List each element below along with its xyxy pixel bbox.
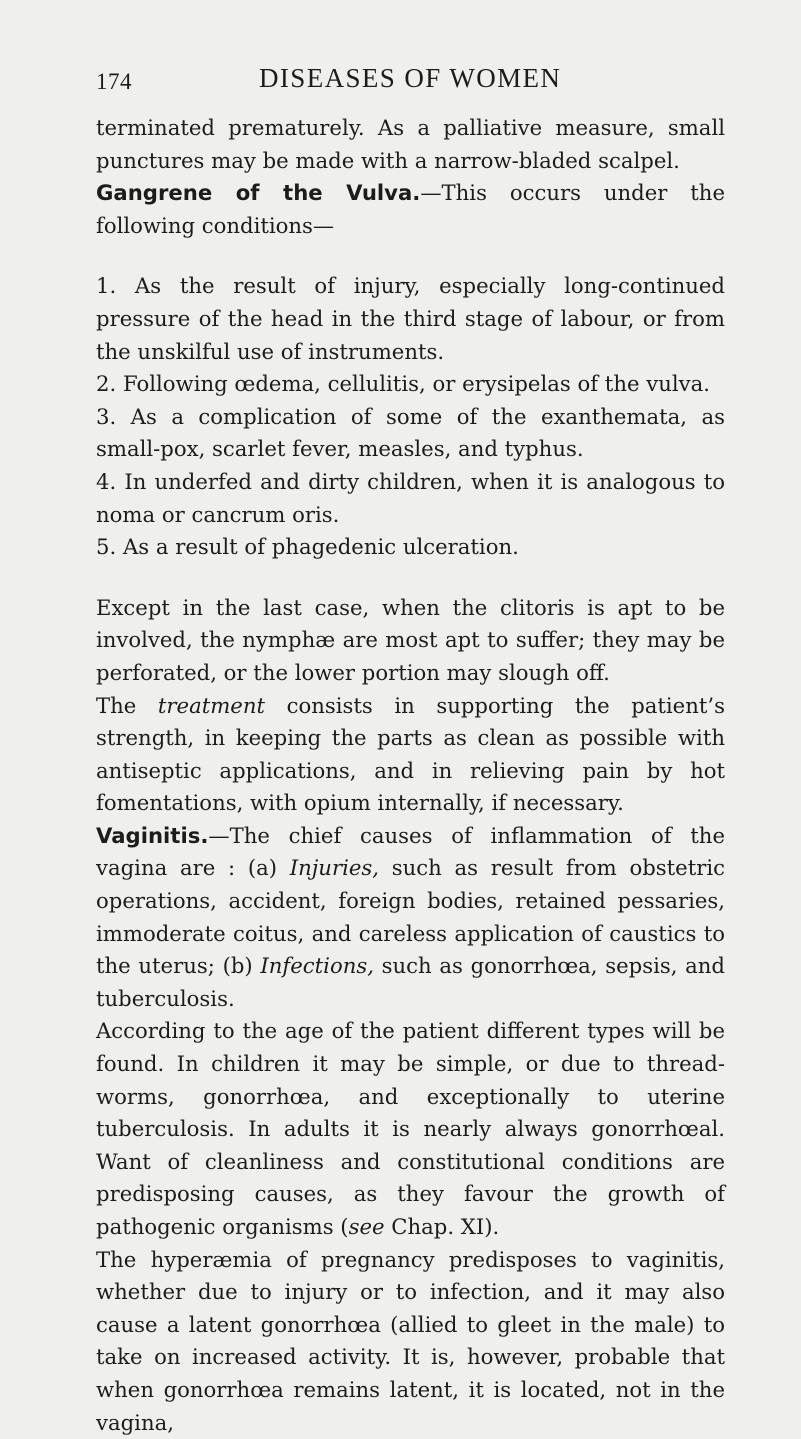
emphasis-injuries: Injuries, — [289, 855, 380, 881]
list-item: 5. As a result of phagedenic ulceration. — [96, 534, 519, 560]
paragraph-vaginitis — [96, 820, 725, 1016]
text-run: According to the age of the patient different types will be found. In children it may be simple, or due to thread-worms, gonorrhœa, and exceptionally to uterine tuberculosis. In adults it is nearly always gonorrhœal. Want of cleanliness and constitutional conditions are predisposing causes, as they favour the growth of pathogenic organisms ( — [96, 1018, 725, 1239]
emphasis-infections: Infections, — [260, 953, 374, 979]
list-item: 3. As a complication of some of the exanthemata, as small-pox, scarlet fever, measles, and typhus. — [96, 403, 725, 462]
paragraph-gangrene — [96, 177, 725, 242]
emphasis-see: see — [348, 1214, 385, 1239]
page-number: 174 — [96, 69, 132, 94]
list-item: 4. In underfed and dirty children, when it is analogous to noma or cancrum oris. — [96, 468, 725, 527]
list-item: 1. As the result of injury, especially long-continued pressure of the head in the third stage of labour, or from the unskilful use of instruments. — [96, 273, 725, 364]
section-heading-vaginitis: Vaginitis. — [96, 822, 209, 848]
spacer — [96, 564, 725, 592]
list-item: 2. Following œdema, cellulitis, or erysipelas of the vulva. — [96, 371, 710, 397]
text-run: consists in supporting the patient’s strength, in keeping the parts as clean as possible with antiseptic applications, and in relieving pain by hot fomentations, with opium internally, if necessary. — [96, 692, 725, 816]
text-run: such as result from obstetric operations, accident, foreign bodies, retained pessaries, immoderate coitus, and careless application of caustics to the uterus; (b) — [96, 855, 725, 979]
text-run: The — [96, 692, 158, 718]
paragraph-gangrene-text: —This occurs under the following conditions— — [96, 180, 725, 238]
running-head — [96, 58, 725, 98]
paragraph-treatment — [96, 690, 725, 820]
text-run: such as gonorrhœa, sepsis, and tuberculosis. — [96, 953, 725, 1011]
text-run: —The chief causes of inflammation of the vagina are : (a) — [96, 822, 725, 881]
paragraph-except: Except in the last case, when the clitoris is apt to be involved, the nymphæ are most apt to suffer; they may be perforated, or the lower portion may slough off. — [96, 594, 725, 685]
emphasis-treatment: treatment — [157, 692, 266, 718]
paragraph-continuation: terminated prematurely. As a palliative measure, small punctures may be made with a narrow-bladed scalpel. — [96, 115, 725, 173]
section-heading-gangrene: Gangrene of the Vulva. — [96, 180, 421, 206]
paragraph-age — [96, 1015, 725, 1243]
running-title: DISEASES OF WOMEN — [259, 63, 562, 93]
text-run: Chap. XI). — [384, 1214, 500, 1239]
paragraph-hyperaemia: The hyperæmia of pregnancy predisposes to vaginitis, whether due to injury or to infection, and it may also cause a latent gonorrhœa (allied to gleet in the male) to take on increased activity. It is, however, probable that when gonorrhœa remains latent, it is located, not in the vagina, — [96, 1246, 725, 1435]
spacer — [96, 242, 725, 270]
